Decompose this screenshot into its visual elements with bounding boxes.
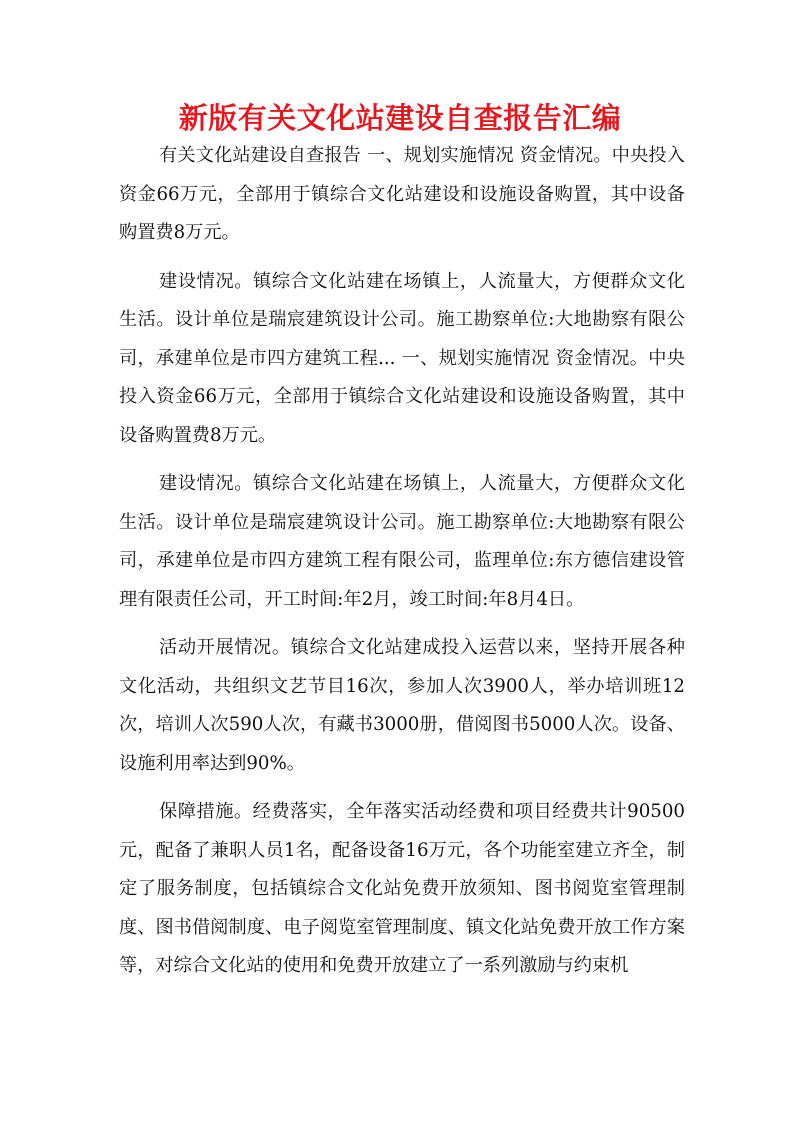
paragraph-funding: 有关文化站建设自查报告 一、规划实施情况 资金情况。中央投入资金66万元，全部用于镇综合文化站建设和设施设备购置，其中设备购置费8万元。 [119, 145, 685, 243]
paragraph-safeguards: 保障措施。经费落实，全年落实活动经费和项目经费共计90500元，配备了兼职人员1名，配备设备16万元，各个功能室建立齐全，制定了服务制度，包括镇综合文化站免费开放须知、图书阅览室管理制度、图书借阅制度、电子阅览室管理制度、镇文化站免费开放工作方案等，对综合文化站的使用和免费开放建立了一系列激励与约束机 [119, 801, 685, 976]
paragraph-construction-summary: 建设情况。镇综合文化站建在场镇上，人流量大，方便群众文化生活。设计单位是瑞宸建筑设计公司。施工勘察单位:大地勘察有限公司，承建单位是市四方建筑工程... 一、规划实施情况 资金情况。中央投入资金66万元，全部用于镇综合文化站建设和设施设备购置，其中设备购置费8万元。 [119, 270, 685, 446]
paragraph-construction-detail: 建设情况。镇综合文化站建在场镇上，人流量大，方便群众文化生活。设计单位是瑞宸建筑设计公司。施工勘察单位:大地勘察有限公司，承建单位是市四方建筑工程有限公司，监理单位:东方德信建设管理有限责任公司，开工时间:年2月，竣工时间:年8月4日。 [119, 473, 685, 610]
document-body [119, 137, 685, 996]
paragraph-activities: 活动开展情况。镇综合文化站建成投入运营以来，坚持开展各种文化活动，共组织文艺节目16次，参加人次3900人，举办培训班12次，培训人次590人次，有藏书3000册，借阅图书5000人次。设备、设施利用率达到90%。 [119, 637, 685, 774]
document-title: 新版有关文化站建设自查报告汇编 [178, 101, 622, 135]
